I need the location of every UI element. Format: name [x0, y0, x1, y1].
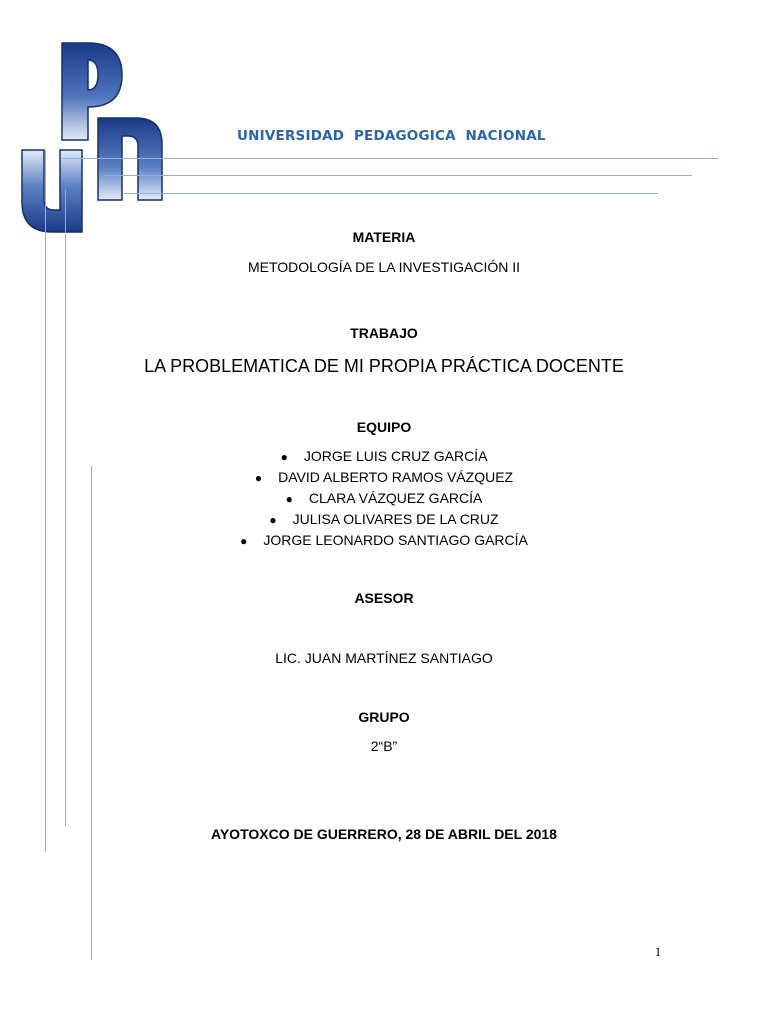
team-member: ● DAVID ALBERTO RAMOS VÁZQUEZ: [0, 467, 768, 488]
logo-letter-u: [22, 150, 82, 232]
bullet-icon: ●: [254, 471, 263, 485]
asesor-label: ASESOR: [354, 590, 414, 606]
bullet-icon: ●: [269, 513, 277, 527]
team-member: ● CLARA VÁZQUEZ GARCÍA: [0, 488, 768, 509]
header-rule-3: [124, 193, 658, 194]
equipo-label: EQUIPO: [356, 419, 412, 435]
grupo-value: 2“B”: [370, 738, 398, 754]
team-member: ● JULISA OLIVARES DE LA CRUZ: [0, 509, 768, 530]
bullet-icon: ●: [280, 450, 288, 464]
trabajo-value: LA PROBLEMATICA DE MI PROPIA PRÁCTICA DOCENTE: [144, 356, 624, 376]
bullet-icon: ●: [240, 534, 248, 548]
trabajo-label: TRABAJO: [350, 325, 418, 341]
asesor-value: LIC. JUAN MARTÍNEZ SANTIAGO: [275, 650, 493, 666]
materia-label: MATERIA: [352, 229, 416, 245]
page-number: 1: [654, 944, 662, 959]
team-member: ● JORGE LUIS CRUZ GARCÍA: [0, 446, 768, 467]
bullet-icon: ●: [285, 492, 293, 506]
logo-letter-n: [98, 118, 162, 200]
materia-value: METODOLOGÍA DE LA INVESTIGACIÓN II: [247, 259, 521, 275]
team-member: ● JORGE LEONARDO SANTIAGO GARCÍA: [0, 530, 768, 551]
place-date: AYOTOXCO DE GUERRERO, 28 DE ABRIL DEL 2018: [211, 826, 557, 842]
grupo-label: GRUPO: [358, 709, 410, 725]
team-list: [0, 446, 768, 551]
upn-logo: [18, 40, 168, 235]
header-rule-1: [62, 158, 718, 159]
header-rule-2: [104, 175, 692, 176]
university-name: UNIVERSIDAD PEDAGOGICA NACIONAL: [237, 128, 546, 144]
